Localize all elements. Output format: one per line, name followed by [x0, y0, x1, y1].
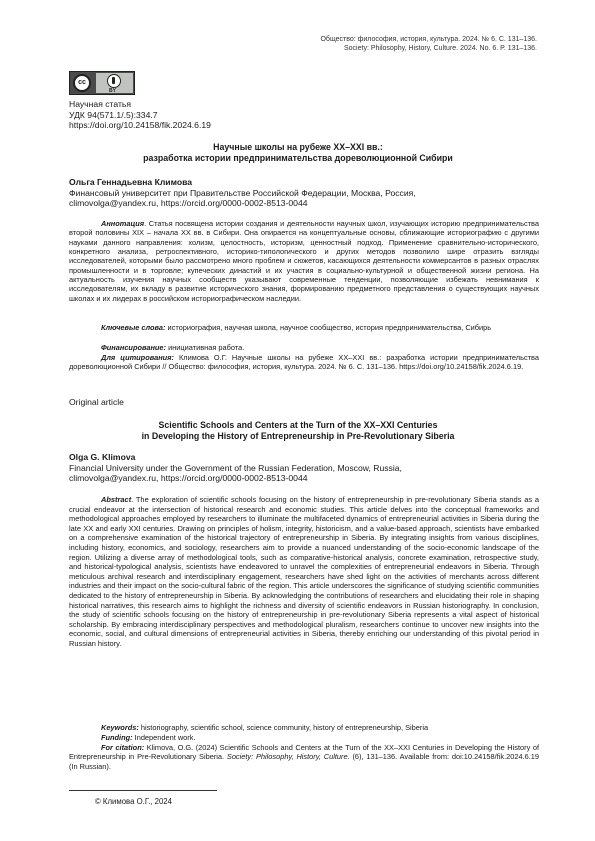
abstract-text: . The exploration of scientific schools focusing on the history of entrepreneurship in pre-revolutionary Siberia stands as a crucial endeavor at the intersection of historical research and economic studies. This article delves into the conceptual frameworks and methodological approaches employed by researchers to illuminate the multifaceted dynamics of entrepreneurial activities in Siberia during the late XX and early XXI centuries. Drawing on principles of holism, integrity, historicism, and a value-based approach, scientists have embarked on a comprehensive examination of the historical trajectory of entrepreneurship in Siberia. By integrating insights from various disciplines, including history, economics, and sociology, researchers aim to provide a nuanced understanding of the socio-economic landscape of the region. Utilizing a diverse array of methodological tools, such as comparative-historical analysis, concrete examination, retrospective study, and historical-typological analysis, scientists have endeavored to unravel the complexities of entrepreneurial endeavors in Siberia. Through meticulous archival research and interdisciplinary engagement, researchers have shed light on the activities of merchants across different industries and their impact on the socio-cultural fabric of the region. This article underscores the significance of studying scientific communities dedicated to the history of entrepreneurship in Siberia. By acknowledging the contributions of researchers and elucidating their role in shaping historical narratives, this research aims to highlight the richness and diversity of scientific endeavors in Russian historiography. In conclusion, the study of scientific schools focusing on the history of entrepreneurship in pre-revolutionary Siberia represents a vital aspect of historical scholarship. By embracing interdisciplinary perspectives and methodological pluralism, researchers continue to uncover new insights into the economic, social, and cultural dimensions of entrepreneurial activities in Siberia, thereby enriching our understanding of this pivotal period in Russian history. [69, 495, 539, 648]
author-contacts[interactable]: climovolga@yandex.ru, https://orcid.org/0000-0002-8513-0044 [69, 473, 308, 484]
funding-ru: Финансирование: инициативная работа. [101, 343, 245, 352]
article-type: Научная статья [69, 99, 132, 109]
abstract-text: . Статья посвящена истории создания и деятельности научных школ, изучающих историю предпринимательства второй половины XIX – начала XX вв. в Сибири. Она опирается на концептуальные основы, сближающие историографию с другими науками данного направления: холизм, целостность, историзм, ценностный подход. Применение сравнительно-исторического, конкретного анализа, ретроспективного, историко-типологического и других методов позволило шире отразить взгляды исследователей, которыми было рассмотрено много проблем и сюжетов, касающихся деятельности коммерсантов в разных отраслях промышленности и в торговле; купеческих династий и их участия в социально-культурной и общественной жизни региона. На актуальность изучения научных сообществ указывают современные тенденции, позволяющие избежать невнимания к исследователям, их вкладу в развитие исторического знания, формированию предметного представления о существующих научных школах и их лидерах в российском историографическом наследии. [69, 219, 539, 303]
author-contacts[interactable]: climovolga@yandex.ru, https://orcid.org/0000-0002-8513-0044 [69, 198, 308, 209]
doi-link[interactable]: https://doi.org/10.24158/fik.2024.6.19 [69, 120, 211, 130]
abstract-en [69, 495, 539, 726]
author-name: Ольга Геннадьевна Климова [69, 177, 193, 187]
funding-en: Funding: Independent work. [101, 733, 196, 742]
citation-en: For citation: Klimova, O.G. (2024) Scientific Schools and Centers at the Turn of the XX–XXI Centuries in Developing the History of Entrepreneurship in Pre-Revolutionary Siberia. Society: Philosophy, History, Culture. (6), 131–136. Available from: doi:10.24158/fik.2024.6.19 (In Russian). [69, 743, 539, 771]
author-block-ru [69, 177, 539, 209]
footnote-divider [69, 790, 217, 791]
abstract-label: Abstract [101, 495, 132, 504]
cc-by-license-badge[interactable] [69, 71, 135, 95]
citation-ru: Для цитирования: Климова О.Г. Научные школы на рубеже XX–XXI вв.: разработка истории предпринимательства дореволюционной Сибири // Общество: философия, история, культура. 2024. № 6. С. 131–136. https://doi.org/10.24158/fik.2024.6.19. [69, 353, 539, 372]
by-label: BY [109, 88, 116, 94]
abstract-label: Аннотация [101, 219, 145, 228]
journal-line-en: Society: Philosophy, History, Culture. 2024. No. 6. P. 131–136. [344, 45, 537, 52]
article-title-en: Scientific Schools and Centers at the Turn of the XX–XXI Centuries in Developing the History of Entrepreneurship in Pre-Revolutionary Siberia [141, 420, 455, 441]
abstract-ru [69, 219, 539, 322]
attribution-person-icon [107, 74, 121, 88]
copyright-note: © Климова О.Г., 2024 [95, 797, 172, 806]
article-type-en: Original article [69, 397, 124, 407]
author-affiliation: Financial University under the Government of the Russian Federation, Moscow, Russia, [69, 462, 402, 473]
author-affiliation: Финансовый университет при Правительстве Российской Федерации, Москва, Россия, [69, 187, 416, 198]
keywords-en: Keywords: historiography, scientific school, science community, history of entrepreneurship, Siberia [101, 723, 429, 732]
author-block-en [69, 452, 539, 484]
author-name: Olga G. Klimova [69, 452, 136, 462]
article-title-ru: Научные школы на рубеже XX–XXI вв.: разработка истории предпринимательства дореволюционной Сибири [143, 142, 453, 163]
cc-icon: cc [73, 74, 91, 92]
journal-header [320, 35, 537, 53]
journal-line-ru: Общество: философия, история, культура. 2024. № 6. С. 131–136. [320, 36, 537, 43]
article-meta [69, 99, 211, 131]
keywords-ru: Ключевые слова: историография, научная школа, научное сообщество, история предпринимательства, Сибирь [101, 323, 492, 332]
udk-code: УДК 94(571.1/.5):334.7 [69, 109, 158, 120]
